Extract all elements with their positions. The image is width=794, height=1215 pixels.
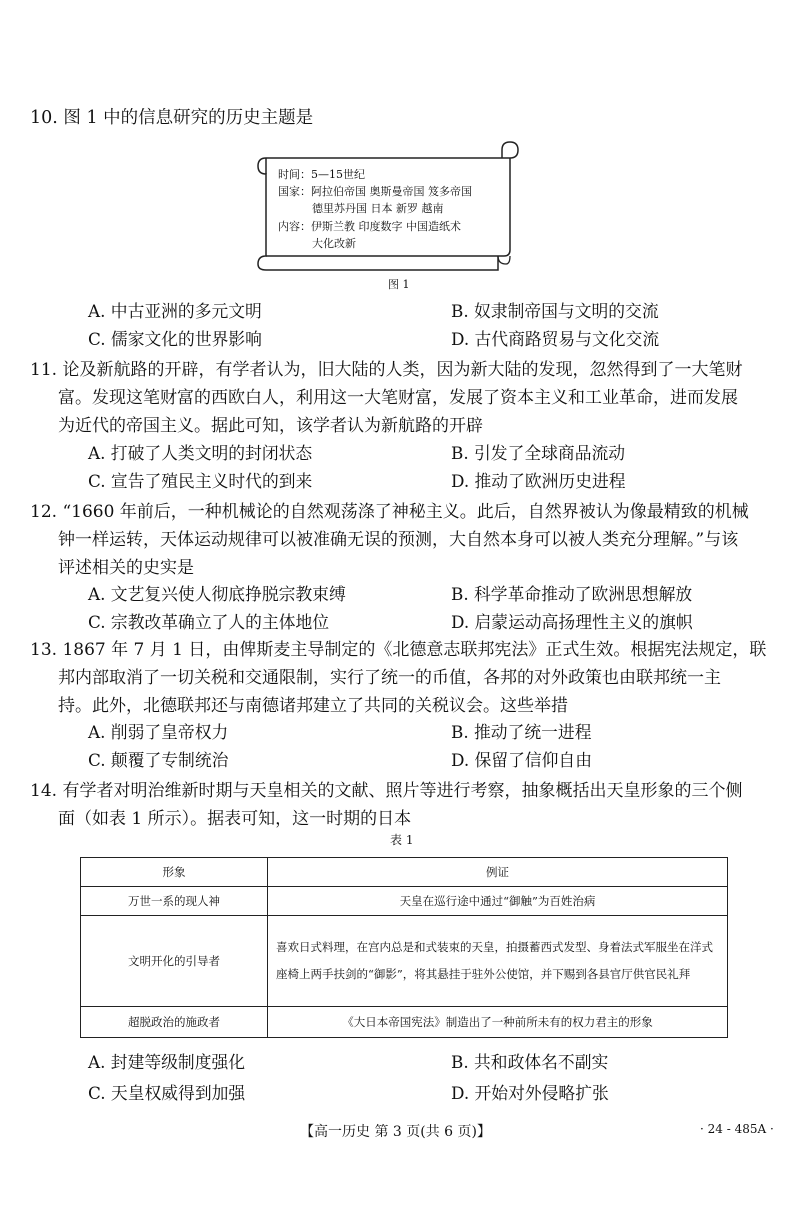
q10-option-a[interactable]: A. 中古亚洲的多元文明 [88,301,262,321]
q13-line-2: 邦内部取消了一切关税和交通限制，实行了统一的币值，各邦的对外政策也由联邦统一主 [58,668,721,688]
q14-option-c[interactable]: C. 天皇权威得到加强 [88,1083,246,1103]
scroll-line: 国家：阿拉伯帝国 奥斯曼帝国 笈多帝国 [278,185,472,199]
table-cell: 超脱政治的施政者 [81,1007,268,1038]
scroll-line: 内容：伊斯兰教 印度数字 中国造纸术 [278,219,461,233]
table-header-cell: 例证 [268,858,728,887]
q14-option-d[interactable]: D. 开始对外侵略扩张 [451,1083,609,1103]
table-cell: 喜欢日式料理，在宫内总是和式装束的天皇，拍摄蓄西式发型、身着法式军服坐在洋式座椅上两手扶剑的“御影”，将其悬挂于驻外公使馆，并下赐到各县官厅供官民礼拜 [268,916,728,1007]
table-1 [80,857,728,1038]
table-cell: 万世一系的现人神 [81,887,268,916]
table-header-row [81,858,728,887]
q11-option-d[interactable]: D. 推动了欧洲历史进程 [451,471,626,491]
q12-line-2: 钟一样运转，天体运动规律可以被准确无误的预测，大自然本身可以被人类充分理解。”与该 [58,530,739,550]
q14-option-b[interactable]: B. 共和政体名不副实 [451,1052,609,1072]
table-cell: 天皇在巡行途中通过“御触”为百姓治病 [268,887,728,916]
page-footer: 【高一历史 第 3 页(共 6 页)】 [300,1124,491,1140]
table-row [81,887,728,916]
q11-line-3: 为近代的帝国主义。据此可知，该学者认为新航路的开辟 [58,416,483,436]
q12-option-c[interactable]: C. 宗教改革确立了人的主体地位 [88,612,330,632]
q12-line-1: 12. “1660 年前后，一种机械论的自然观荡涤了神秘主义。此后，自然界被认为像最精致的机械 [30,502,749,522]
exam-code: · 24 - 485A · [700,1122,774,1136]
figure-caption: 图 1 [388,278,410,291]
q14-line-2: 面（如表 1 所示）。据表可知，这一时期的日本 [58,809,412,829]
q12-option-d[interactable]: D. 启蒙运动高扬理性主义的旗帜 [451,612,693,632]
scroll-content [278,166,472,252]
table-row [81,916,728,1007]
table-caption: 表 1 [390,833,414,847]
q14-line-1: 14. 有学者对明治维新时期与天皇相关的文献、照片等进行考察，抽象概括出天皇形象的三个侧 [30,781,743,801]
scroll-line: 德里苏丹国 日本 新罗 越南 [312,202,444,216]
figure-1-scroll [248,138,524,272]
table-row [81,1007,728,1038]
q11-option-b[interactable]: B. 引发了全球商品流动 [451,443,626,463]
q13-option-a[interactable]: A. 削弱了皇帝权力 [88,722,229,742]
q11-line-1: 11. 论及新航路的开辟，有学者认为，旧大陆的人类，因为新大陆的发现，忽然得到了一大笔财 [30,360,743,380]
q13-option-b[interactable]: B. 推动了统一进程 [451,722,592,742]
q13-line-1: 13. 1867 年 7 月 1 日，由俾斯麦主导制定的《北德意志联邦宪法》正式生效。根据宪法规定，联 [30,640,767,660]
table-cell: 文明开化的引导者 [81,916,268,1007]
table-cell: 《大日本帝国宪法》制造出了一种前所未有的权力君主的形象 [268,1007,728,1038]
q10-stem: 10. 图 1 中的信息研究的历史主题是 [30,108,314,128]
q12-option-b[interactable]: B. 科学革命推动了欧洲思想解放 [451,584,693,604]
q11-line-2: 富。发现这笔财富的西欧白人，利用这一大笔财富，发展了资本主义和工业革命，进而发展 [58,388,738,408]
q13-option-d[interactable]: D. 保留了信仰自由 [451,750,592,770]
scroll-line: 大化改新 [312,236,356,250]
q14-option-a[interactable]: A. 封建等级制度强化 [88,1052,246,1072]
q13-option-c[interactable]: C. 颠覆了专制统治 [88,750,229,770]
q11-option-a[interactable]: A. 打破了人类文明的封闭状态 [88,443,313,463]
table-header-cell: 形象 [81,858,268,887]
q12-option-a[interactable]: A. 文艺复兴使人彻底挣脱宗教束缚 [88,584,346,604]
q13-line-3: 持。此外，北德联邦还与南德诸邦建立了共同的关税议会。这些举措 [58,696,568,716]
scroll-line: 时间：5—15世纪 [278,168,365,181]
q10-option-c[interactable]: C. 儒家文化的世界影响 [88,329,262,349]
q11-option-c[interactable]: C. 宣告了殖民主义时代的到来 [88,471,313,491]
q10-option-b[interactable]: B. 奴隶制帝国与文明的交流 [451,301,659,321]
q10-option-d[interactable]: D. 古代商路贸易与文化交流 [451,329,660,349]
q12-line-3: 评述相关的史实是 [58,558,194,578]
